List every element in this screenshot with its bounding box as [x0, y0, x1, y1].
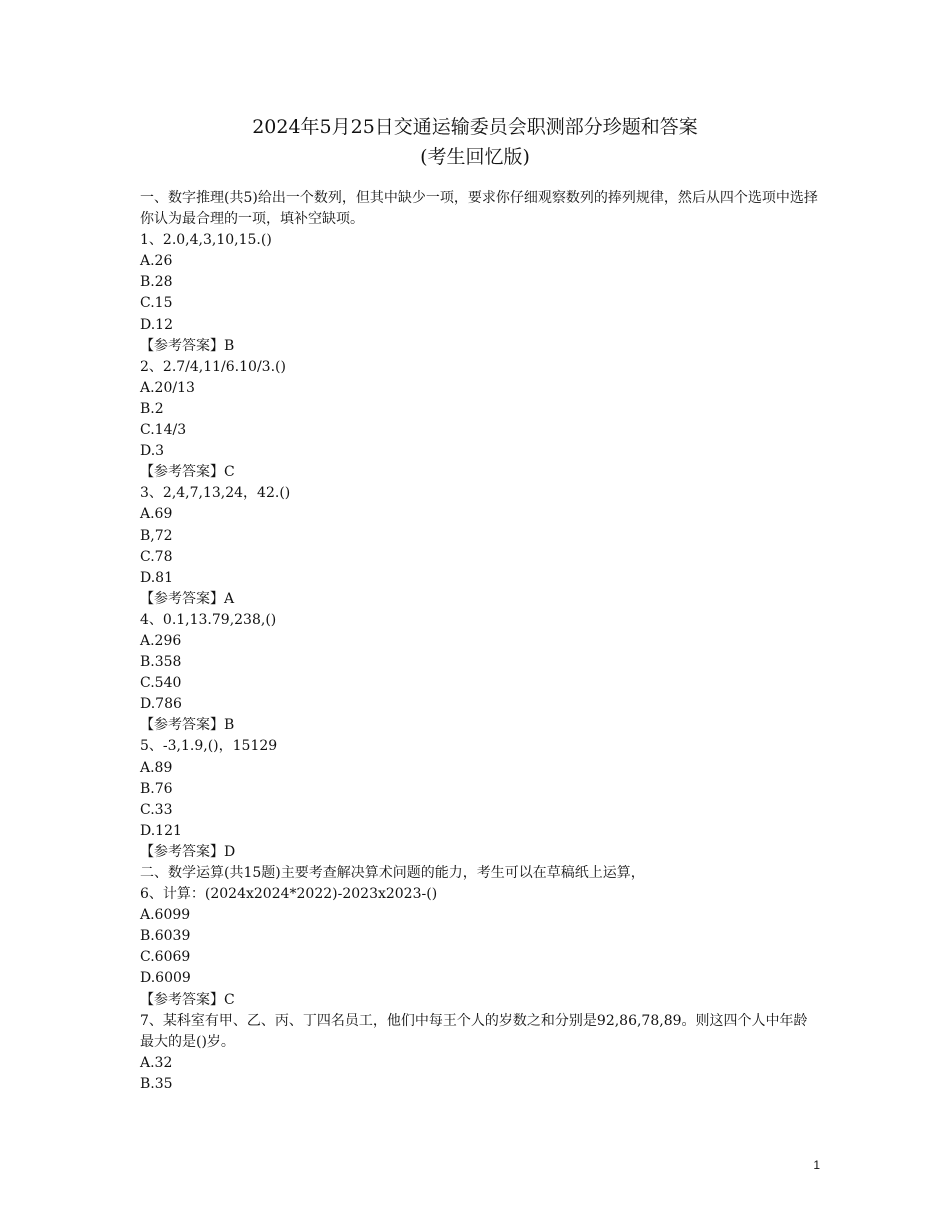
body-line: C.33 — [140, 801, 173, 818]
body-line: C.14/3 — [140, 422, 187, 439]
body-line: B,72 — [140, 527, 173, 544]
body-line: 2、2.7/4,11/6.10/3.() — [140, 358, 286, 375]
body-line: B.76 — [140, 780, 173, 797]
body-line: A.32 — [140, 1054, 173, 1071]
body-line: C.6069 — [140, 949, 191, 966]
body-line: A.296 — [140, 632, 182, 649]
body-line: A.89 — [140, 759, 173, 776]
body-line: D.6009 — [140, 970, 191, 987]
body-paragraph: 一、数字推理(共5)给出一个数列，但其中缺少一项，要求你仔细观察数列的捧列规律，然后从四个选项中选择你认为最合理的一项，填补空缺项。 — [140, 190, 818, 228]
body-line: 1、2.0,4,3,10,15.() — [140, 232, 272, 249]
body-line: 3、2,4,7,13,24，42.() — [140, 485, 291, 502]
body-line: 【参考答案】A — [140, 590, 235, 607]
body-line: 5、-3,1.9,()，15129 — [140, 738, 278, 755]
body-line: C.78 — [140, 548, 173, 565]
body-line: A.69 — [140, 506, 173, 523]
document-title: 2024年5月25日交通运输委员会职测部分珍题和答案 — [252, 116, 698, 138]
body-line: B.35 — [140, 1075, 173, 1092]
body-line: D.121 — [140, 822, 182, 839]
body-line: 【参考答案】B — [140, 337, 235, 354]
body-line: A.20/13 — [140, 379, 195, 396]
body-line: D.81 — [140, 569, 173, 586]
body-line: B.358 — [140, 654, 182, 671]
body-line: 4、0.1,13.79,238,() — [140, 611, 277, 628]
body-line: C.540 — [140, 675, 182, 692]
body-line: B.28 — [140, 274, 173, 291]
body-paragraph: 7、某科室有甲、乙、丙、丁四名员工，他们中每王个人的岁数之和分别是92,86,78,89。则这四个人中年龄最大的是()岁。 — [140, 1012, 808, 1050]
document-body — [140, 188, 820, 1095]
body-line: D.12 — [140, 316, 173, 333]
page-number: 1 — [813, 1158, 820, 1172]
body-line: B.2 — [140, 400, 164, 417]
title-block — [0, 112, 950, 172]
body-line: 6、计算：(2024x2024*2022)-2023x2023-() — [140, 886, 438, 903]
body-line: A.6099 — [140, 907, 191, 924]
body-line: 二、数学运算(共15题)主要考查解决算术问题的能力，考生可以在草稿纸上运算， — [140, 865, 645, 881]
body-line: 【参考答案】D — [140, 843, 236, 860]
body-line: C.15 — [140, 295, 173, 312]
body-line: D.786 — [140, 696, 182, 713]
body-line: A.26 — [140, 253, 173, 270]
body-line: D.3 — [140, 443, 165, 460]
body-line: B.6039 — [140, 928, 191, 945]
document-subtitle: (考生回忆版) — [420, 146, 530, 168]
body-line: 【参考答案】C — [140, 464, 235, 481]
body-line: 【参考答案】B — [140, 717, 235, 734]
body-line: 【参考答案】C — [140, 991, 235, 1008]
